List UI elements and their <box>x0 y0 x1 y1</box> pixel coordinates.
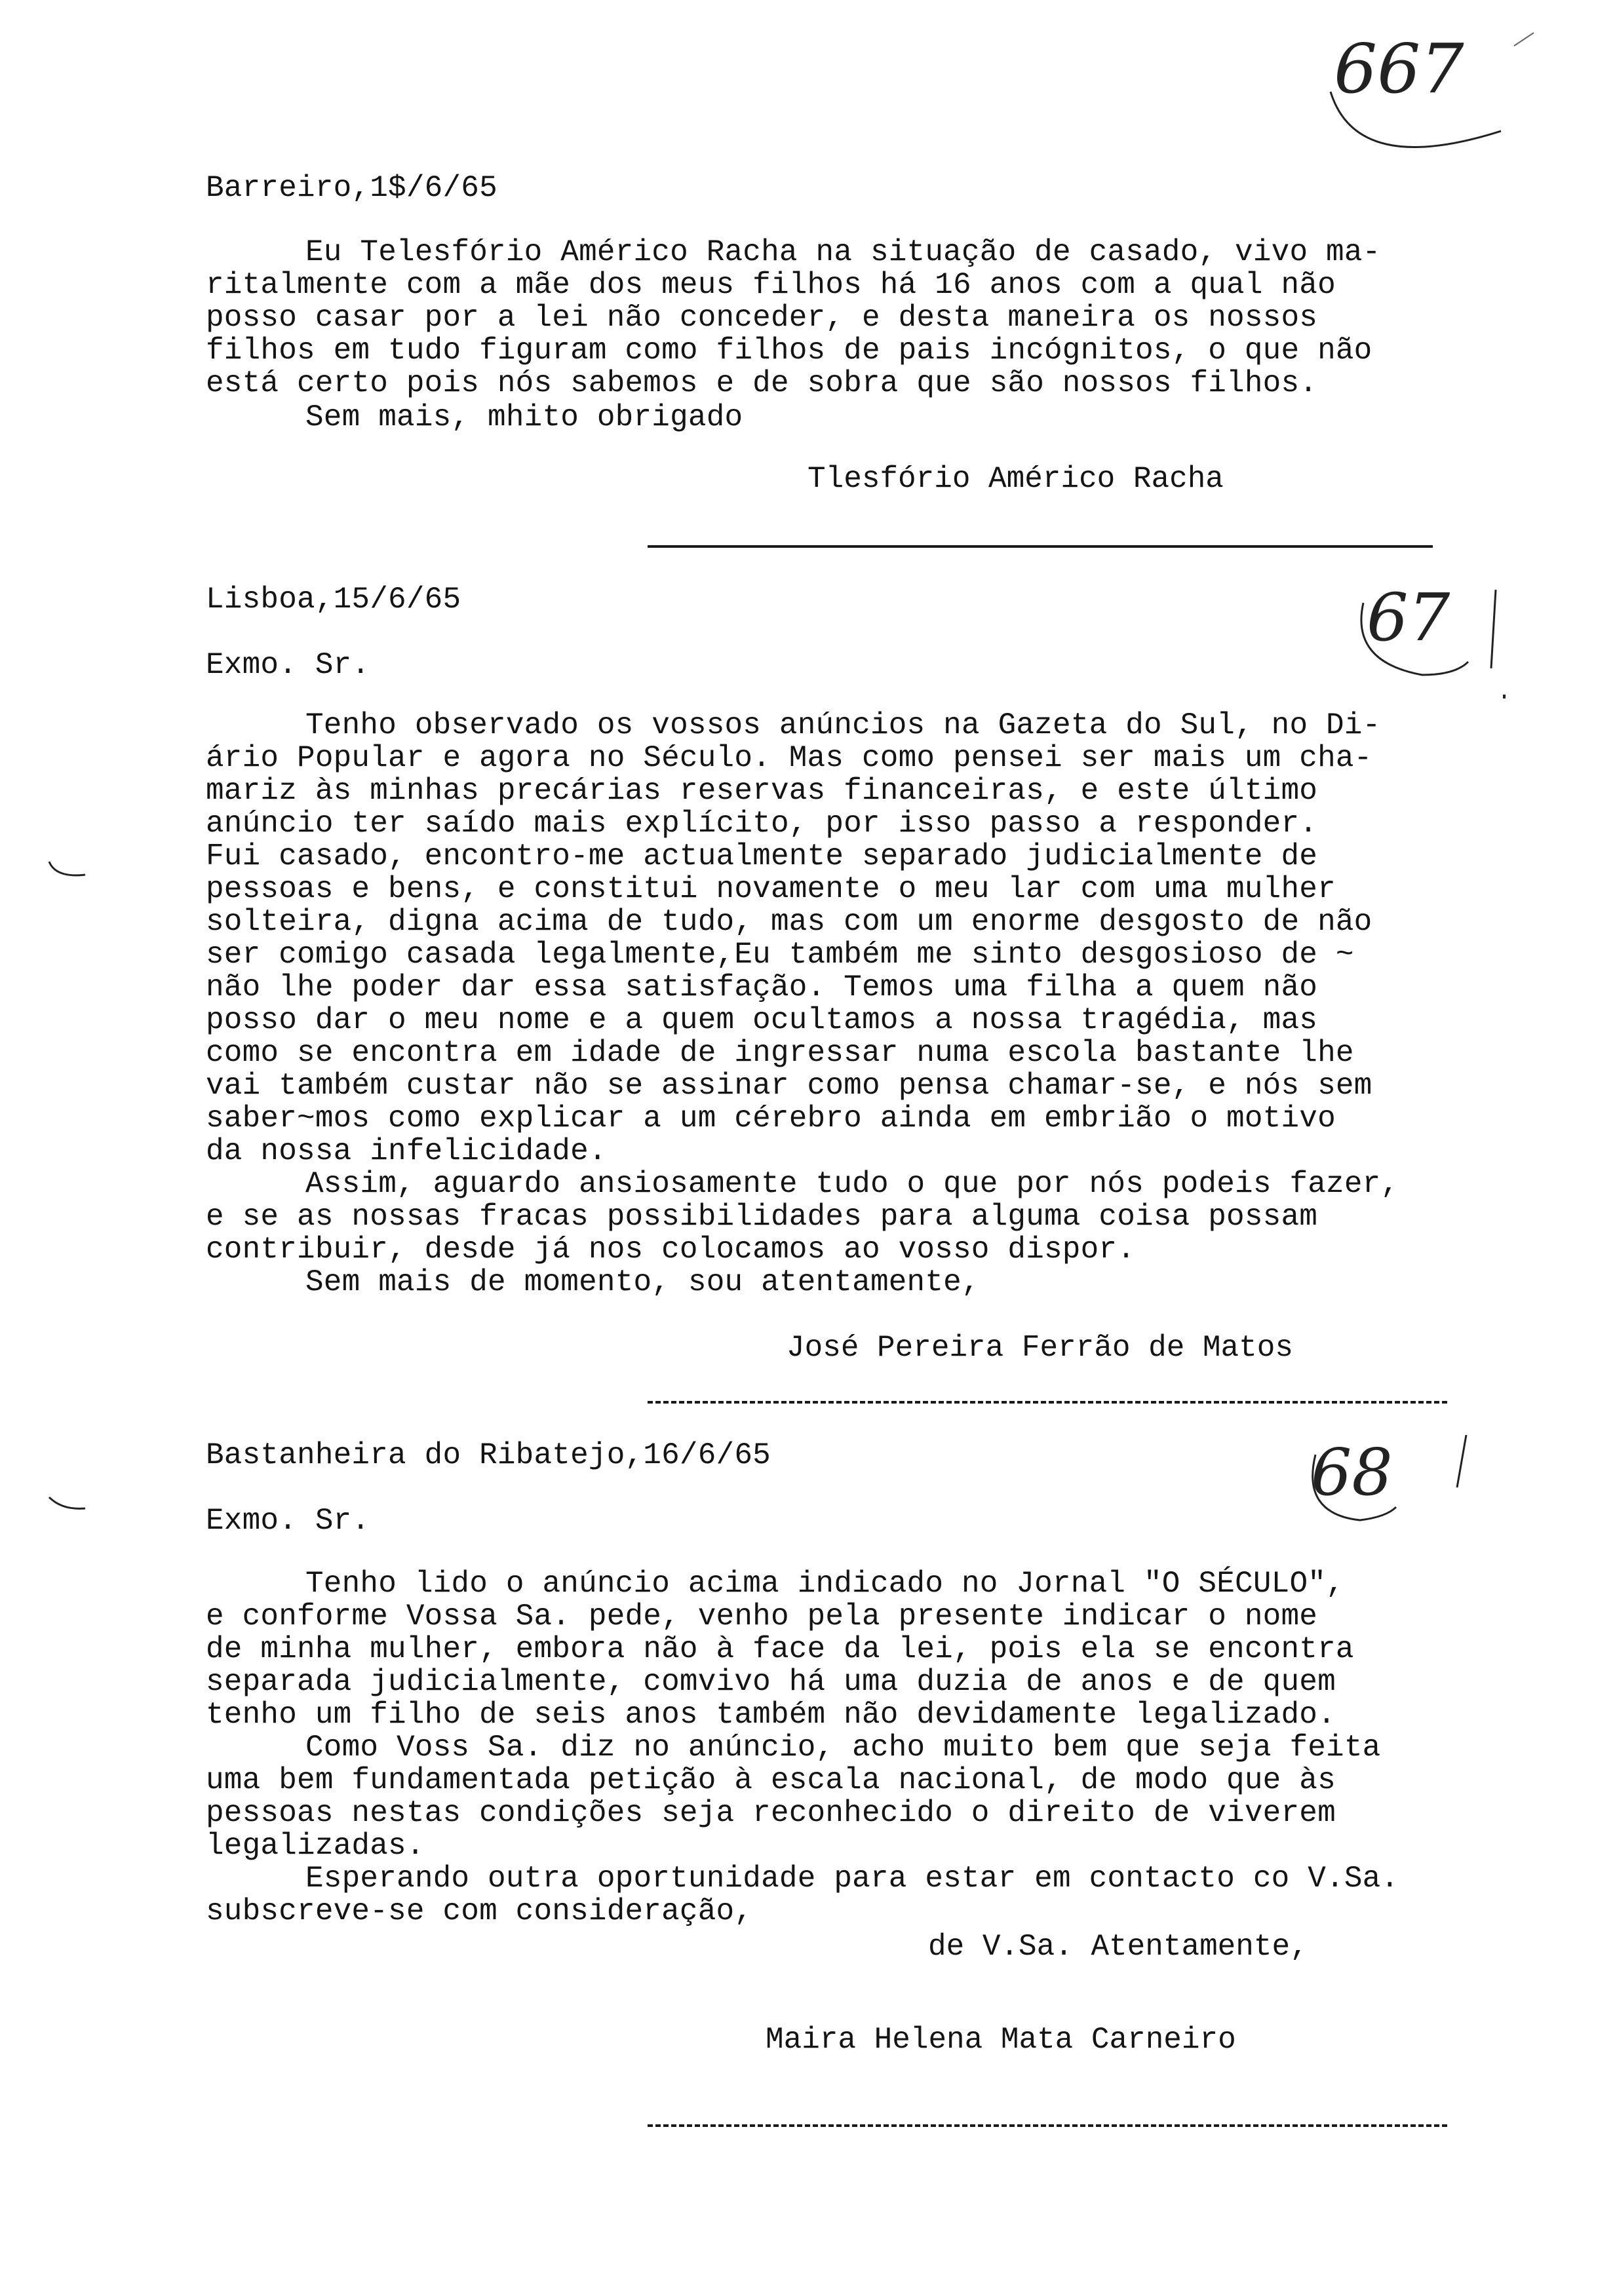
separator-line <box>648 2124 1447 2127</box>
letter2-body-line: ário Popular e agora no Século. Mas como pensei ser mais um cha- <box>206 741 1372 775</box>
letter3-body-line: legalizadas. <box>206 1829 425 1863</box>
letter1-body-line: Sem mais, mhito obrigado <box>305 400 743 434</box>
letter3-body-line: separada judicialmente, comvivo há uma duzia de anos e de quem <box>206 1665 1336 1699</box>
letter3-body-line: Esperando outra oportunidade para estar em contacto co V.Sa. <box>305 1862 1399 1896</box>
letter2-body-line: e se as nossas fracas possibilidades para alguma coisa possam <box>206 1200 1318 1234</box>
letter1-body-line: Eu Telesfório Américo Racha na situação de casado, vivo ma- <box>305 235 1381 269</box>
letter2-body-line: não lhe poder dar essa satisfação. Temos uma filha a quem não <box>206 970 1318 1004</box>
letter3-body-line: Tenho lido o anúncio acima indicado no Jornal "O SÉCULO", <box>305 1567 1344 1601</box>
letter1-body-line: ritalmente com a mãe dos meus filhos há 16 anos com a qual não <box>206 268 1336 302</box>
letter3-body-line: e conforme Vossa Sa. pede, venho pela presente indicar o nome <box>206 1599 1318 1634</box>
letter3-body-line: de minha mulher, embora não à face da lei, pois ela se encontra <box>206 1632 1354 1666</box>
separator-line <box>648 545 1433 548</box>
letter2-body-line: da nossa infelicidade. <box>206 1134 607 1168</box>
letter3-body-line: pessoas nestas condições seja reconhecido o direito de viverem <box>206 1796 1336 1830</box>
letter2-body-line: contribuir, desde já nos colocamos ao vosso dispor. <box>206 1233 1136 1267</box>
letter1-body-line: filhos em tudo figuram como filhos de pais incógnitos, o que não <box>206 334 1372 368</box>
letter2-body-line: Assim, aguardo ansiosamente tudo o que por nós podeis fazer, <box>305 1167 1399 1201</box>
handwritten-bracket-mark <box>1350 577 1521 701</box>
letter3-body-line: tenho um filho de seis anos também não devidamente legalizado. <box>206 1698 1336 1732</box>
letter2-body-line: posso dar o meu nome e a quem ocultamos a nossa tragédia, mas <box>206 1003 1318 1037</box>
letter2-body-line: mariz às minhas precárias reservas financeiras, e este último <box>206 774 1318 808</box>
letter2-body-line: Tenho observado os vossos anúncios na Gazeta do Sul, no Di- <box>305 708 1381 742</box>
letter1-body-line: posso casar por a lei não conceder, e desta maneira os nossos <box>206 301 1318 335</box>
letter3-salutation: Exmo. Sr. <box>206 1504 370 1538</box>
separator-line <box>648 1401 1447 1404</box>
letter1-signature: Tlesfório Américo Racha <box>808 462 1224 496</box>
handwritten-note-667: 667 <box>1334 29 1464 109</box>
letter3-body-line: Como Voss Sa. diz no anúncio, acho muito bem que seja feita <box>305 1731 1381 1765</box>
margin-mark <box>46 1494 92 1520</box>
letter2-body-line: saber~mos como explicar a um cérebro ainda em embrião o motivo <box>206 1101 1336 1136</box>
letter1-body-line: está certo pois nós sabemos e de sobra que são nossos filhos. <box>206 366 1318 400</box>
handwritten-note-68: 68 <box>1311 1436 1393 1510</box>
letter2-place-date: Lisboa,15/6/65 <box>206 583 461 617</box>
margin-mark <box>46 858 92 885</box>
letter2-body-line: Sem mais de momento, sou atentamente, <box>305 1265 980 1299</box>
letter3-signature: Maira Helena Mata Carneiro <box>766 2023 1236 2057</box>
letter1-place-date: Barreiro,1$/6/65 <box>206 171 497 205</box>
letter3-place-date: Bastanheira do Ribatejo,16/6/65 <box>206 1438 771 1472</box>
letter2-salutation: Exmo. Sr. <box>206 648 370 682</box>
letter2-body-line: ser comigo casada legalmente,Eu também me sinto desgosioso de ~ <box>206 938 1354 972</box>
handwritten-circle-mark <box>1317 26 1534 157</box>
letter2-signature: José Pereira Ferrão de Matos <box>787 1331 1293 1365</box>
letter3-closing: de V.Sa. Atentamente, <box>928 1930 1308 1964</box>
letter2-body-line: Fui casado, encontro-me actualmente separado judicialmente de <box>206 839 1318 873</box>
letter2-body-line: anúncio ter saído mais explícito, por isso passo a responder. <box>206 807 1318 841</box>
handwritten-bracket-mark <box>1301 1422 1471 1546</box>
handwritten-note-67: 67 <box>1367 579 1450 656</box>
letter3-body-line: uma bem fundamentada petição à escala nacional, de modo que às <box>206 1763 1336 1797</box>
letter3-body-line: subscreve-se com consideração, <box>206 1894 753 1928</box>
letter2-body-line: solteira, digna acima de tudo, mas com um enorme desgosto de não <box>206 905 1372 939</box>
letter2-body-line: como se encontra em idade de ingressar numa escola bastante lhe <box>206 1036 1354 1070</box>
letter2-body-line: vai também custar não se assinar como pensa chamar-se, e nós sem <box>206 1069 1372 1103</box>
letter2-body-line: pessoas e bens, e constitui novamente o meu lar com uma mulher <box>206 872 1336 906</box>
